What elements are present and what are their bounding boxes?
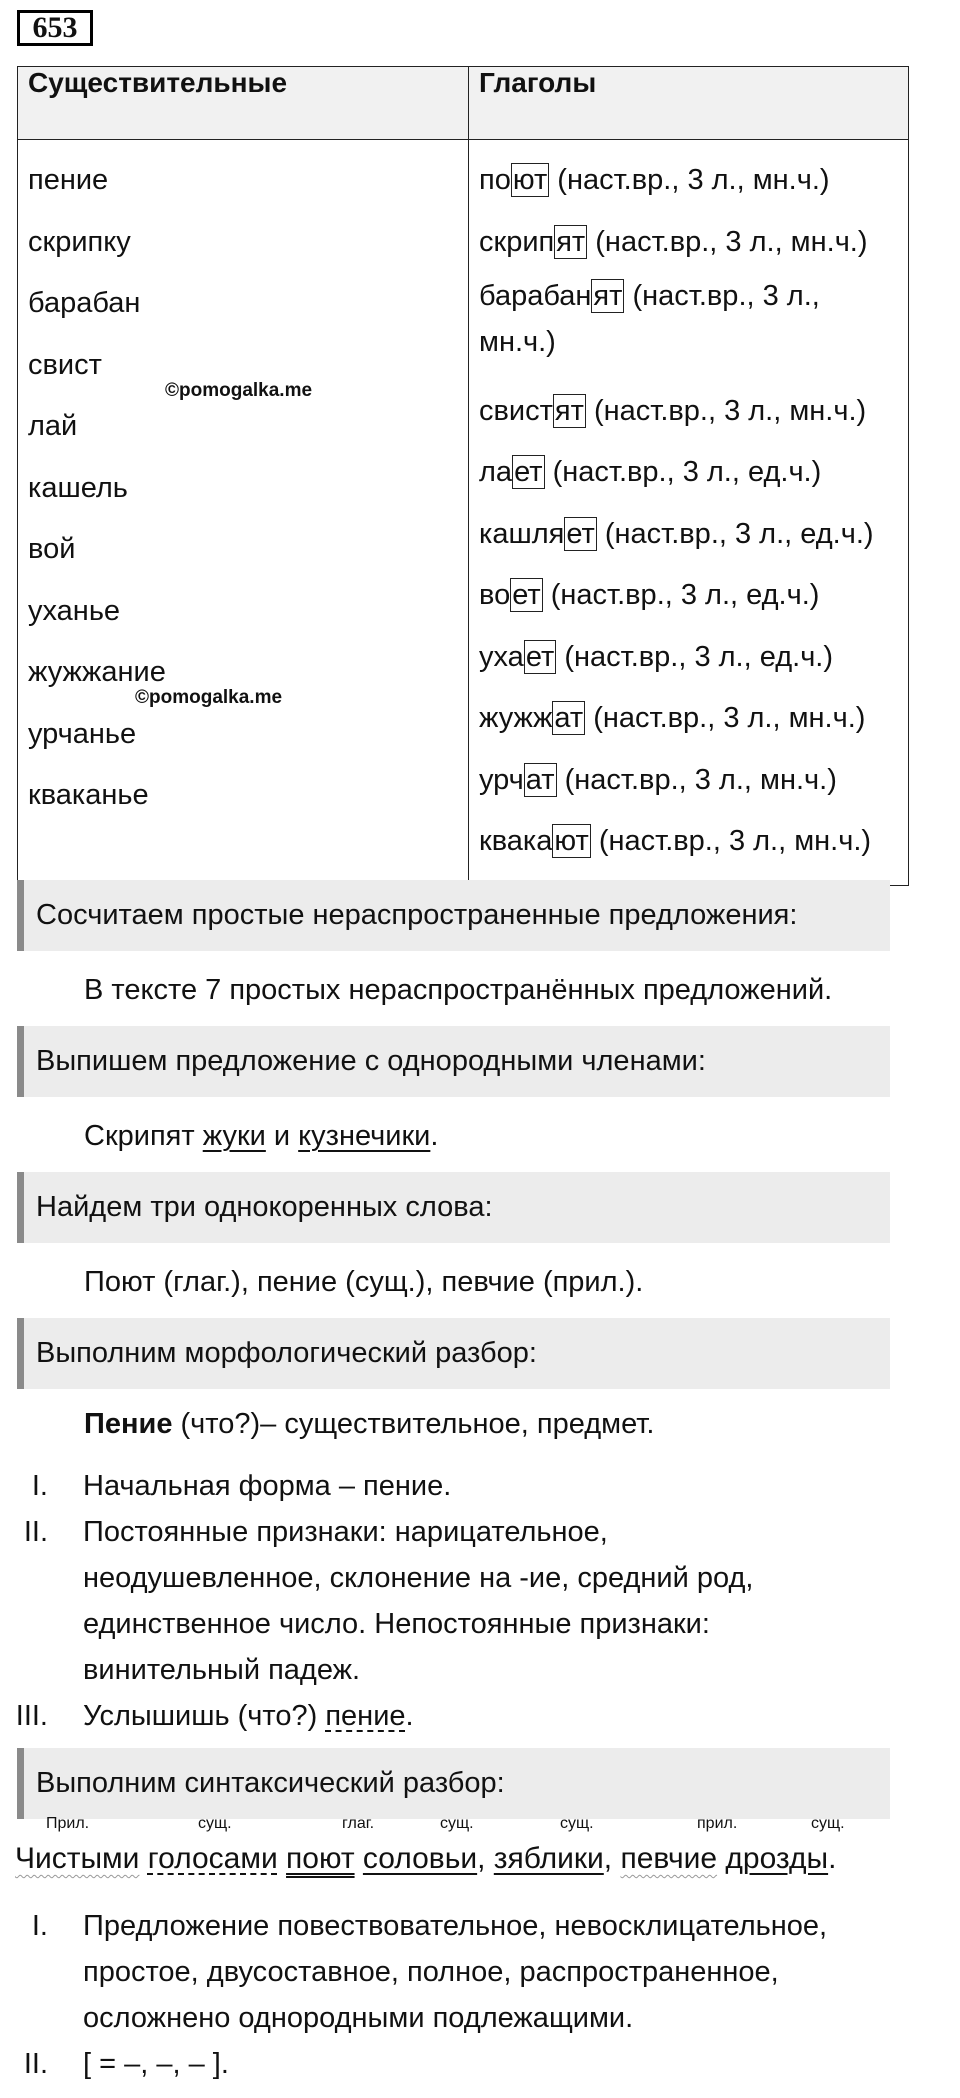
- verb-grammar: (наст.вр., 3 л., мн.ч.): [585, 394, 867, 427]
- adjective-word: певчие: [620, 1842, 718, 1875]
- adjective-word: Чистыми: [15, 1842, 140, 1875]
- verb-grammar: (наст.вр., 3 л., мн.ч.): [590, 825, 872, 857]
- morph-list-item-3: [0, 1693, 900, 1739]
- verb-ending: ют: [554, 825, 589, 857]
- verb-grammar: (наст.вр., 3 л., ед.ч.): [542, 579, 820, 611]
- morph-intro: [84, 1404, 654, 1444]
- section-heading-homogeneous: Выпишем предложение с однородными членами:: [17, 1026, 890, 1097]
- verb-grammar: мн.ч.): [479, 326, 556, 358]
- verb-stem: кашля: [479, 517, 565, 550]
- nouns-column: [18, 140, 469, 886]
- verb-grammar: (наст.вр., 3 л., ед.ч.): [556, 640, 834, 673]
- list-number: II.: [23, 1516, 48, 1548]
- predicate-word: поют: [286, 1842, 355, 1875]
- verb-item: [479, 750, 904, 812]
- verb-grammar: (наст.вр., 3 л., мн.ч.): [587, 225, 868, 258]
- list-item: [0, 1903, 900, 1949]
- verb-grammar: (наст.вр., 3 л.,: [624, 280, 820, 312]
- noun-item: кваканье: [28, 779, 149, 811]
- verb-grammar: (наст.вр., 3 л., мн.ч.): [556, 763, 837, 796]
- words-table: [17, 66, 909, 886]
- verb-grammar: (наст.вр., 3 л., ед.ч.): [544, 456, 822, 488]
- section-heading-morph: Выполним морфологический разбор:: [17, 1318, 890, 1389]
- verb-ending: ат: [525, 763, 555, 796]
- verb-ending: ят: [556, 225, 586, 258]
- noun-item: пение: [28, 164, 109, 196]
- list-text: осложнено однородными подлежащими.: [83, 2002, 634, 2034]
- pos-label: прил.: [697, 1815, 738, 1832]
- list-text: Начальная форма – пение.: [83, 1470, 452, 1502]
- verb-ending: ет: [512, 579, 541, 611]
- subject-word: кузнечики: [298, 1120, 431, 1152]
- verb-stem: барабан: [479, 280, 592, 312]
- verb-stem: урч: [479, 763, 524, 796]
- noun-item: барабан: [28, 287, 141, 319]
- noun-item: кашель: [28, 471, 128, 504]
- list-text: Услышишь (что?): [83, 1700, 326, 1732]
- list-text: [ = –, –, – ].: [83, 2048, 229, 2080]
- noun-item: уханье: [28, 594, 121, 627]
- sentence-text: .: [430, 1120, 439, 1152]
- list-text: винительный падеж.: [83, 1654, 361, 1686]
- list-text: неодушевленное, склонение на -ие, средний род,: [83, 1562, 754, 1594]
- verb-ending: ят: [554, 394, 584, 427]
- list-item: [0, 2041, 900, 2087]
- task-number: 653: [17, 10, 93, 46]
- noun-item: жужжание: [28, 656, 166, 688]
- noun-item: свист: [28, 348, 102, 381]
- verbs-header: Глаголы: [469, 67, 909, 140]
- subject-word: соловьи: [362, 1842, 478, 1875]
- verb-item: [479, 688, 904, 750]
- pos-label: сущ.: [560, 1815, 594, 1832]
- homogeneous-sentence: [84, 1116, 438, 1156]
- list-text: Предложение повествовательное, невосклицательное,: [83, 1910, 828, 1942]
- sentence-text: Скрипят: [84, 1120, 203, 1152]
- verb-stem: ла: [479, 456, 513, 488]
- punctuation: ,: [477, 1842, 494, 1875]
- list-item: [0, 1509, 900, 1555]
- count-answer: В тексте 7 простых нераспространённых предложений.: [84, 974, 833, 1006]
- section-heading-syntax: Выполним синтаксический разбор:: [17, 1748, 890, 1819]
- verb-item: [479, 381, 904, 443]
- pos-label: сущ.: [198, 1815, 232, 1832]
- verb-grammar: (наст.вр., 3 л., мн.ч.): [585, 702, 866, 734]
- verb-grammar: (наст.вр., 3 л., мн.ч.): [549, 164, 830, 196]
- syntax-sentence: [15, 1839, 836, 1879]
- syntax-list: [0, 1903, 900, 2087]
- sentence-text: и: [265, 1120, 299, 1152]
- verb-item: [479, 627, 904, 689]
- list-number: I.: [31, 1910, 48, 1942]
- list-number: II.: [23, 2048, 48, 2080]
- verb-stem: квака: [479, 825, 553, 857]
- list-number: III.: [15, 1700, 48, 1732]
- circumstance-word: голосами: [147, 1842, 278, 1875]
- morph-description: (что?)– существительное, предмет.: [172, 1408, 655, 1440]
- list-text: .: [405, 1700, 414, 1732]
- roots-answer: Поют (глаг.), пение (сущ.), певчие (прил.).: [84, 1266, 644, 1298]
- punctuation: ,: [603, 1842, 621, 1875]
- noun-item: урчанье: [28, 717, 137, 750]
- list-text: единственное число. Непостоянные признаки:: [83, 1608, 710, 1640]
- list-item: [0, 1555, 900, 1601]
- verb-item: [479, 442, 904, 504]
- list-text: Постоянные признаки: нарицательное,: [83, 1516, 608, 1548]
- subject-word: дрозды: [725, 1842, 829, 1875]
- verb-ending: ет: [514, 456, 543, 488]
- verb-stem: свист: [479, 394, 553, 427]
- list-item: [0, 1647, 900, 1693]
- watermark: ©pomogalka.me: [165, 380, 313, 401]
- watermark: ©pomogalka.me: [135, 687, 283, 708]
- verb-item: [479, 212, 904, 274]
- verb-item: [479, 150, 904, 212]
- verb-item: [479, 504, 904, 566]
- noun-item: лай: [28, 410, 78, 442]
- list-item: [0, 1463, 900, 1509]
- pos-label: сущ.: [440, 1815, 474, 1832]
- list-text: простое, двусоставное, полное, распространенное,: [83, 1956, 779, 1988]
- morph-word: Пение: [84, 1408, 173, 1440]
- verbs-column: [469, 140, 909, 886]
- verb-item: [479, 565, 904, 627]
- pos-label: глаг.: [342, 1815, 375, 1832]
- verb-ending: ат: [554, 702, 584, 734]
- verb-ending: ют: [512, 164, 548, 196]
- list-item: [0, 1949, 900, 1995]
- object-word: пение: [325, 1700, 406, 1732]
- punctuation: .: [828, 1842, 837, 1875]
- verb-ending: ет: [525, 640, 555, 673]
- noun-item: вой: [28, 533, 76, 565]
- pos-label: сущ.: [811, 1815, 845, 1832]
- verb-item: [479, 273, 904, 381]
- noun-item: скрипку: [28, 225, 131, 258]
- verb-stem: жужж: [479, 702, 553, 734]
- verb-stem: по: [479, 164, 511, 196]
- nouns-header: Существительные: [18, 67, 469, 140]
- verb-ending: ят: [593, 280, 623, 312]
- verb-stem: во: [479, 579, 511, 611]
- morph-list: [0, 1463, 900, 1693]
- list-item: [0, 1601, 900, 1647]
- verb-stem: уха: [479, 640, 524, 673]
- list-number: I.: [31, 1470, 48, 1502]
- subject-word: жуки: [202, 1120, 266, 1152]
- section-heading-roots: Найдем три однокоренных слова:: [17, 1172, 890, 1243]
- list-item: [0, 1995, 900, 2041]
- verb-grammar: (наст.вр., 3 л., ед.ч.): [596, 517, 874, 550]
- verb-stem: скрип: [479, 225, 555, 258]
- verb-item: [479, 811, 904, 873]
- verb-ending: ет: [566, 517, 595, 550]
- subject-word: зяблики: [493, 1842, 604, 1875]
- section-heading-count: Сосчитаем простые нераспространенные предложения:: [17, 880, 890, 951]
- pos-label: Прил.: [46, 1815, 90, 1832]
